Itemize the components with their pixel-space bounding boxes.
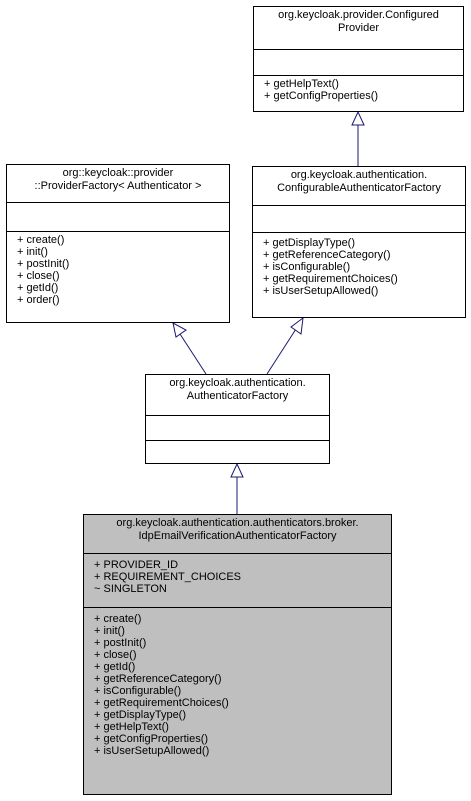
method-item: + isUserSetupAllowed() — [263, 285, 379, 297]
edge-authfactory-to-configurable — [267, 329, 296, 374]
class-title-line: org::keycloak::provider — [62, 167, 174, 179]
attributes-section — [146, 415, 329, 440]
class-title-line: IdpEmailVerificationAuthenticatorFactory — [138, 530, 337, 542]
method-item: + init() — [17, 246, 48, 258]
attribute-item: ~ SINGLETON — [94, 583, 167, 595]
methods-section — [84, 607, 391, 794]
method-item: + getId() — [17, 282, 59, 294]
method-item: + getHelpText() — [264, 78, 339, 90]
class-title — [253, 167, 465, 205]
class-title-line: AuthenticatorFactory — [186, 390, 289, 402]
method-item: + getDisplayType() — [263, 237, 356, 249]
class-title — [7, 165, 229, 202]
class-title-line: ::ProviderFactory< Authenticator > — [34, 180, 202, 192]
method-item: + getHelpText() — [94, 721, 169, 733]
method-item: + getConfigProperties() — [264, 90, 379, 102]
methods-section — [254, 75, 463, 111]
class-title — [146, 375, 329, 415]
method-item: + order() — [17, 294, 60, 306]
method-item: + getConfigProperties() — [94, 733, 209, 745]
method-item: + getId() — [94, 661, 136, 673]
class-title-line: org.keycloak.authentication. — [290, 169, 428, 181]
method-item: + create() — [94, 613, 142, 625]
class-title-line: ConfigurableAuthenticatorFactory — [277, 182, 441, 194]
method-item: + postInit() — [94, 637, 147, 649]
arrowhead-authenticator-factory — [231, 464, 243, 477]
class-title-line: org.keycloak.authentication.authenticators.broker. — [116, 517, 359, 529]
attribute-item: + REQUIREMENT_CHOICES — [94, 571, 241, 583]
class-title — [84, 515, 391, 553]
method-item: + create() — [17, 234, 65, 246]
edge-authfactory-to-providerfactory — [180, 334, 206, 374]
method-item: + getDisplayType() — [94, 709, 187, 721]
method-item: + isConfigurable() — [263, 261, 351, 273]
method-item: + getReferenceCategory() — [94, 673, 222, 685]
class-title-line: Provider — [338, 22, 379, 34]
class-authenticator-factory[interactable] — [145, 374, 330, 464]
class-idp-email-verification-authenticator-factory[interactable] — [83, 514, 392, 795]
method-item: + getReferenceCategory() — [263, 249, 391, 261]
class-title-line: org.keycloak.authentication. — [169, 377, 306, 389]
class-configurable-authenticator-factory[interactable] — [252, 166, 466, 318]
method-item: + getRequirementChoices() — [94, 697, 229, 709]
attribute-item: + PROVIDER_ID — [94, 559, 179, 571]
methods-section — [146, 440, 329, 463]
method-item: + isConfigurable() — [94, 685, 182, 697]
method-item: + postInit() — [17, 258, 70, 270]
attributes-section — [253, 205, 465, 232]
arrowhead-configured-provider — [352, 112, 364, 125]
class-title — [254, 7, 463, 49]
method-item: + getRequirementChoices() — [263, 273, 398, 285]
attributes-section — [84, 553, 391, 607]
attributes-section — [254, 49, 463, 75]
class-provider-factory[interactable] — [6, 164, 230, 323]
methods-section — [253, 232, 465, 317]
arrowhead-configurable-factory — [291, 318, 303, 334]
method-item: + close() — [94, 649, 137, 661]
class-title-line: org.keycloak.provider.Configured — [278, 9, 439, 21]
method-item: + init() — [94, 625, 125, 637]
method-item: + close() — [17, 270, 60, 282]
class-configured-provider[interactable] — [253, 6, 464, 112]
methods-section — [7, 231, 229, 322]
method-item: + isUserSetupAllowed() — [94, 745, 210, 757]
arrowhead-provider-factory — [173, 323, 186, 337]
attributes-section — [7, 202, 229, 231]
